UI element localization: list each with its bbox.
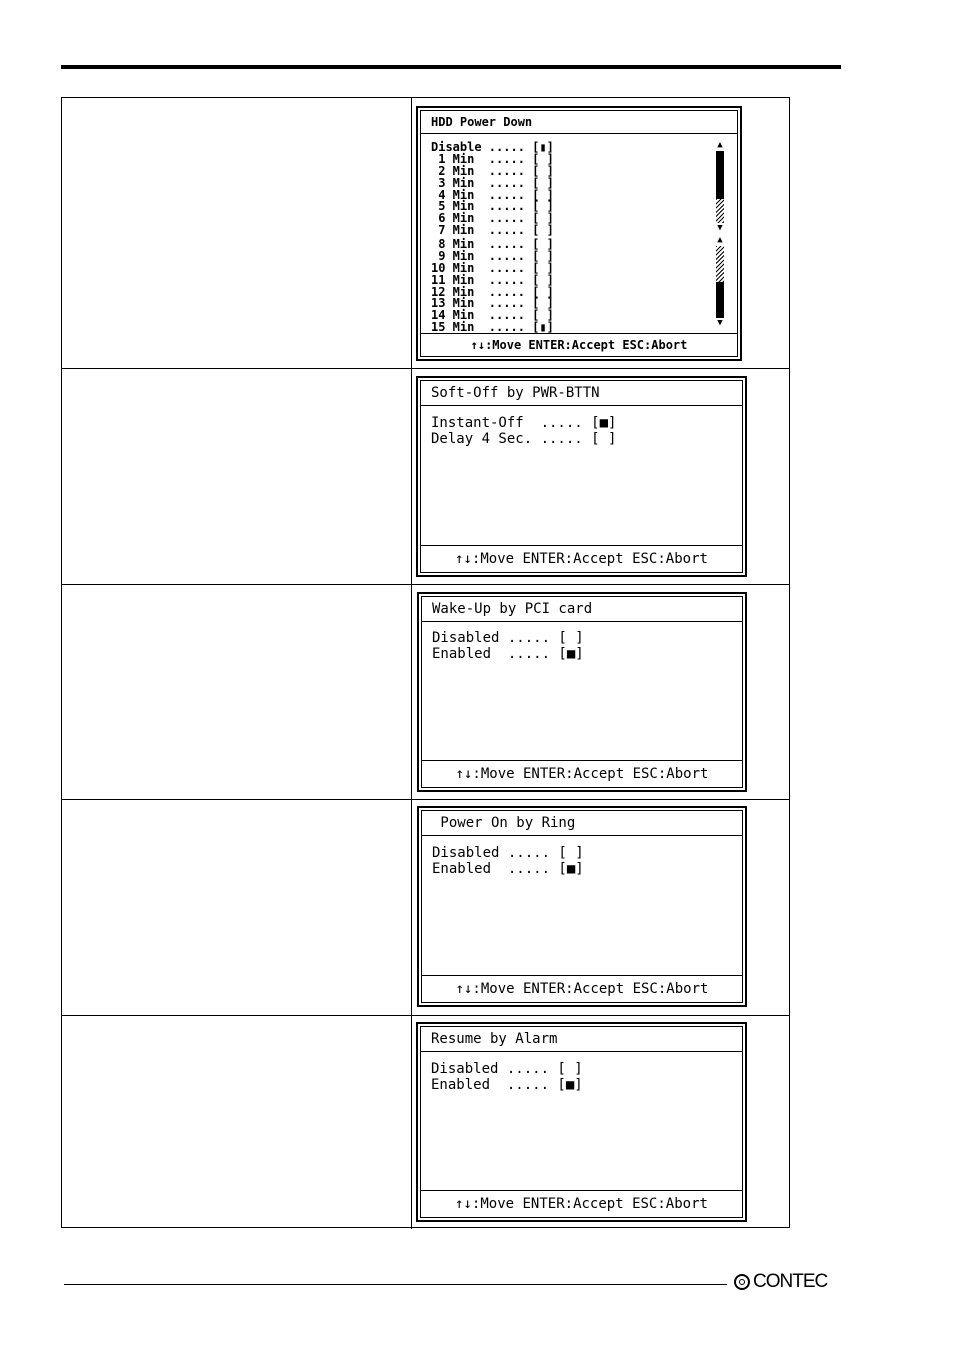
logo-text: CONTEC [753, 1271, 828, 1292]
table-row [62, 585, 789, 800]
dialog-footer-help: ↑↓:Move ENTER:Accept ESC:Abort [422, 975, 742, 1002]
option-enabled[interactable]: Enabled ..... [■] [431, 1077, 583, 1093]
hdd-power-down-dialog [416, 106, 742, 361]
option-enabled[interactable]: Enabled ..... [■] [432, 861, 584, 877]
contec-logo-icon [734, 1274, 750, 1290]
dialog-title: Power On by Ring [422, 811, 742, 836]
scroll-down-arrow-icon[interactable]: ▼ [717, 318, 723, 328]
option-disabled[interactable]: Disabled ..... [ ] [432, 845, 584, 861]
option-9-min[interactable]: 9 Min ..... [ ] [431, 249, 554, 263]
table-row [62, 1016, 789, 1229]
power-on-ring-dialog [417, 806, 747, 1007]
dialog-title: HDD Power Down [421, 111, 737, 134]
option-disabled[interactable]: Disabled ..... [ ] [431, 1061, 583, 1077]
option-1-min[interactable]: 1 Min ..... [ ] [431, 152, 554, 166]
header-rule [61, 65, 841, 69]
option-delay-4-sec[interactable]: Delay 4 Sec. ..... [ ] [431, 431, 617, 447]
settings-table [61, 97, 790, 1228]
column-divider [411, 98, 412, 368]
column-divider [411, 1016, 412, 1229]
table-row [62, 369, 789, 585]
column-divider [411, 800, 412, 1015]
table-row [62, 800, 789, 1016]
dialog-footer-help: ↑↓:Move ENTER:Accept ESC:Abort [421, 1190, 742, 1217]
option-disable[interactable]: Disable ..... [▮] [431, 140, 554, 154]
option-4-min[interactable]: 4 Min ..... [ ] [431, 188, 554, 202]
dialog-footer-help: ↑↓:Move ENTER:Accept ESC:Abort [422, 760, 742, 787]
column-divider [411, 585, 412, 799]
option-15-min[interactable]: 15 Min ..... [▮] [431, 320, 554, 334]
option-enabled[interactable]: Enabled ..... [■] [432, 646, 584, 662]
resume-alarm-dialog [416, 1022, 747, 1222]
scroll-up-arrow-icon[interactable]: ▲ [717, 140, 723, 150]
dialog-footer-help: ↑↓:Move ENTER:Accept ESC:Abort [421, 545, 742, 572]
scroll-thumb[interactable] [716, 282, 724, 318]
wake-up-pci-dialog [417, 592, 747, 792]
soft-off-dialog [416, 376, 747, 577]
table-row [62, 98, 789, 369]
scroll-down-arrow-icon[interactable]: ▼ [717, 223, 723, 233]
option-8-min[interactable]: 8 Min ..... [ ] [431, 237, 554, 251]
option-instant-off[interactable]: Instant-Off ..... [■] [431, 415, 617, 431]
dialog-title: Wake-Up by PCI card [422, 597, 742, 622]
option-13-min[interactable]: 13 Min ..... [ ] [431, 296, 554, 310]
option-6-min[interactable]: 6 Min ..... [ ] [431, 211, 554, 225]
scroll-track [716, 246, 724, 282]
option-2-min[interactable]: 2 Min ..... [ ] [431, 164, 554, 178]
option-7-min[interactable]: 7 Min ..... [ ] [431, 223, 554, 237]
option-3-min[interactable]: 3 Min ..... [ ] [431, 176, 554, 190]
scroll-track [716, 199, 724, 223]
scrollbar-upper[interactable] [715, 141, 725, 233]
scrollbar-lower[interactable] [715, 236, 725, 328]
option-12-min[interactable]: 12 Min ..... [ ] [431, 285, 554, 299]
contec-logo [734, 1270, 827, 1294]
scroll-up-arrow-icon[interactable]: ▲ [717, 235, 723, 245]
column-divider [411, 369, 412, 584]
option-10-min[interactable]: 10 Min ..... [ ] [431, 261, 554, 275]
option-14-min[interactable]: 14 Min ..... [ ] [431, 308, 554, 322]
dialog-title: Resume by Alarm [421, 1027, 742, 1052]
option-11-min[interactable]: 11 Min ..... [ ] [431, 273, 554, 287]
option-disabled[interactable]: Disabled ..... [ ] [432, 630, 584, 646]
option-5-min[interactable]: 5 Min ..... [ ] [431, 199, 554, 213]
footer-rule [64, 1284, 727, 1285]
scroll-thumb[interactable] [716, 151, 724, 199]
dialog-title: Soft-Off by PWR-BTTN [421, 381, 742, 406]
dialog-footer-help: ↑↓:Move ENTER:Accept ESC:Abort [421, 333, 737, 356]
